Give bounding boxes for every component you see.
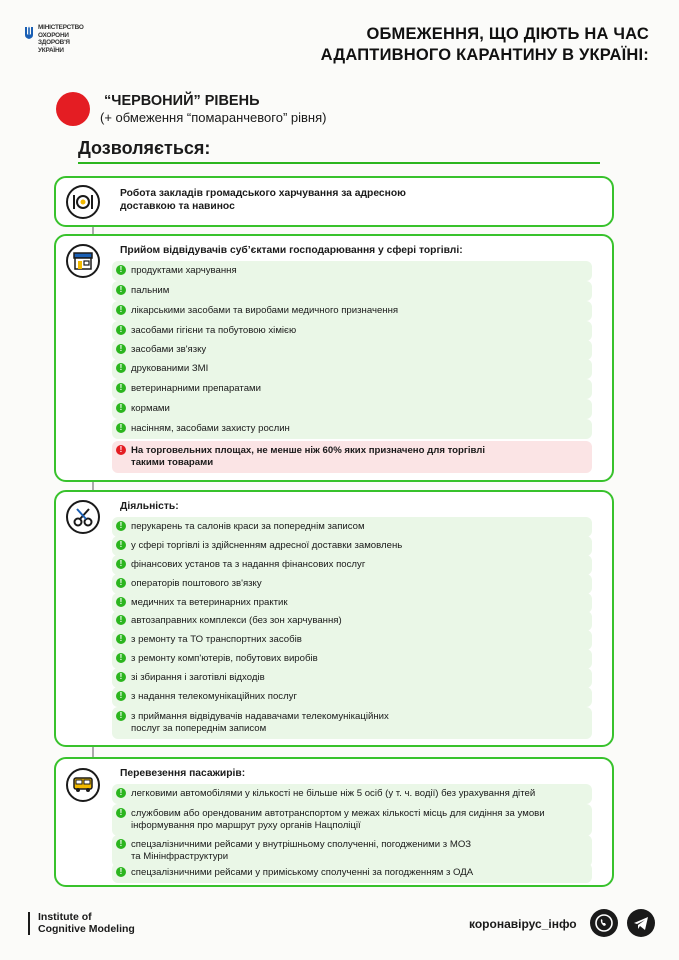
check-icon: ! <box>116 325 126 335</box>
list-item: ! у сфері торгівлі із здійсненням адресної доставки замовлень <box>112 536 592 556</box>
list-item: ! насінням, засобами захисту рослин <box>112 419 592 439</box>
list-item: ! лікарськими засобами та виробами медичного призначення <box>112 301 592 321</box>
check-icon: ! <box>116 344 126 354</box>
check-icon: ! <box>116 634 126 644</box>
check-icon: ! <box>116 615 126 625</box>
check-icon: ! <box>116 672 126 682</box>
check-icon: ! <box>116 711 126 721</box>
check-icon: ! <box>116 403 126 413</box>
bus-icon <box>66 768 100 802</box>
check-icon: ! <box>116 521 126 531</box>
section-activities <box>54 490 614 747</box>
list-item: ! пальним <box>112 281 592 301</box>
level-title: “ЧЕРВОНИЙ” РІВЕНЬ <box>104 93 260 109</box>
red-level-indicator <box>56 92 90 126</box>
section-heading: Прийом відвідувачів суб’єктами господарювання у сфері торгівлі: <box>120 245 463 256</box>
scissors-icon <box>66 500 100 534</box>
list-item: ! спецзалізничними рейсами у приміському сполученні за погодженням з ОДА <box>112 863 592 883</box>
list-item: ! засобами зв'язку <box>112 340 592 360</box>
list-item: ! ветеринарними препаратами <box>112 379 592 399</box>
check-icon: ! <box>116 265 126 275</box>
page-title: ОБМЕЖЕННЯ, ЩО ДІЮТЬ НА ЧАС АДАПТИВНОГО КАРАНТИНУ В УКРАЇНІ: <box>320 25 649 64</box>
warning-item: ! На торговельних площах, не менше ніж 60% яких призначено для торгівлі такими товарами <box>112 441 592 473</box>
list-item: ! засобами гігієни та побутовою хімією <box>112 321 592 341</box>
list-item: ! легковими автомобілями у кількості не більше ніж 5 осіб (у т. ч. водії) без урахування дітей <box>112 784 592 804</box>
list-item: ! кормами <box>112 399 592 419</box>
list-item: ! спецзалізничними рейсами у внутрішньому сполученні, погодженими з МОЗ та Мінінфраструктури <box>112 835 592 867</box>
section-heading: Робота закладів громадського харчування за адресною доставкою та навинос <box>120 188 406 212</box>
check-icon: ! <box>116 305 126 315</box>
check-icon: ! <box>116 540 126 550</box>
list-item: ! з ремонту комп'ютерів, побутових виробів <box>112 649 592 669</box>
check-icon: ! <box>116 285 126 295</box>
list-item: ! фінансових установ та з надання фінансових послуг <box>112 555 592 575</box>
list-item: ! службовим або орендованим автотранспортом у межах кількості місць для сидіння за умови інформування про маршрут руху органів Нацполіції <box>112 804 592 836</box>
check-icon: ! <box>116 383 126 393</box>
section-transport <box>54 757 614 887</box>
list-item: ! зі збирання і заготівлі відходів <box>112 668 592 688</box>
list-item: ! автозаправних комплекси (без зон харчування) <box>112 611 592 631</box>
list-item: ! друкованими ЗМІ <box>112 359 592 379</box>
hashtag[interactable]: коронавірус_інфо <box>469 917 577 931</box>
check-icon: ! <box>116 423 126 433</box>
section-trade <box>54 234 614 482</box>
level-subtitle: (+ обмеження “помаранчевого” рівня) <box>100 110 327 125</box>
list-item: ! продуктами харчування <box>112 261 592 281</box>
list-item: ! медичних та ветеринарних практик <box>112 593 592 613</box>
allowed-heading: Дозволяється: <box>78 138 211 158</box>
ministry-name: МІНІСТЕРСТВО ОХОРОНИ ЗДОРОВ'Я УКРАЇНИ <box>38 24 84 54</box>
check-icon: ! <box>116 597 126 607</box>
food-icon <box>66 185 100 219</box>
list-item: ! перукарень та салонів краси за попереднім записом <box>112 517 592 537</box>
heading-divider <box>78 162 600 164</box>
check-icon: ! <box>116 578 126 588</box>
check-icon: ! <box>116 839 126 849</box>
trident-icon <box>24 26 34 40</box>
list-item: ! з надання телекомунікаційних послуг <box>112 687 592 707</box>
check-icon: ! <box>116 691 126 701</box>
viber-icon[interactable] <box>590 909 618 937</box>
telegram-icon[interactable] <box>627 909 655 937</box>
check-icon: ! <box>116 788 126 798</box>
check-icon: ! <box>116 867 126 877</box>
check-icon: ! <box>116 363 126 373</box>
section-heading: Перевезення пасажирів: <box>120 768 246 779</box>
store-icon <box>66 244 100 278</box>
check-icon: ! <box>116 559 126 569</box>
list-item: ! операторів поштового зв'язку <box>112 574 592 594</box>
list-item: ! з приймання відвідувачів надавачами телекомунікаційних послуг за попереднім записом <box>112 707 592 739</box>
check-icon: ! <box>116 653 126 663</box>
check-icon: ! <box>116 808 126 818</box>
institute-logo: Institute of Cognitive Modeling <box>28 912 135 935</box>
warning-icon: ! <box>116 445 126 455</box>
section-heading: Діяльність: <box>120 501 179 512</box>
list-item: ! з ремонту та ТО транспортних засобів <box>112 630 592 650</box>
section-food <box>54 176 614 227</box>
ministry-logo <box>24 24 94 68</box>
